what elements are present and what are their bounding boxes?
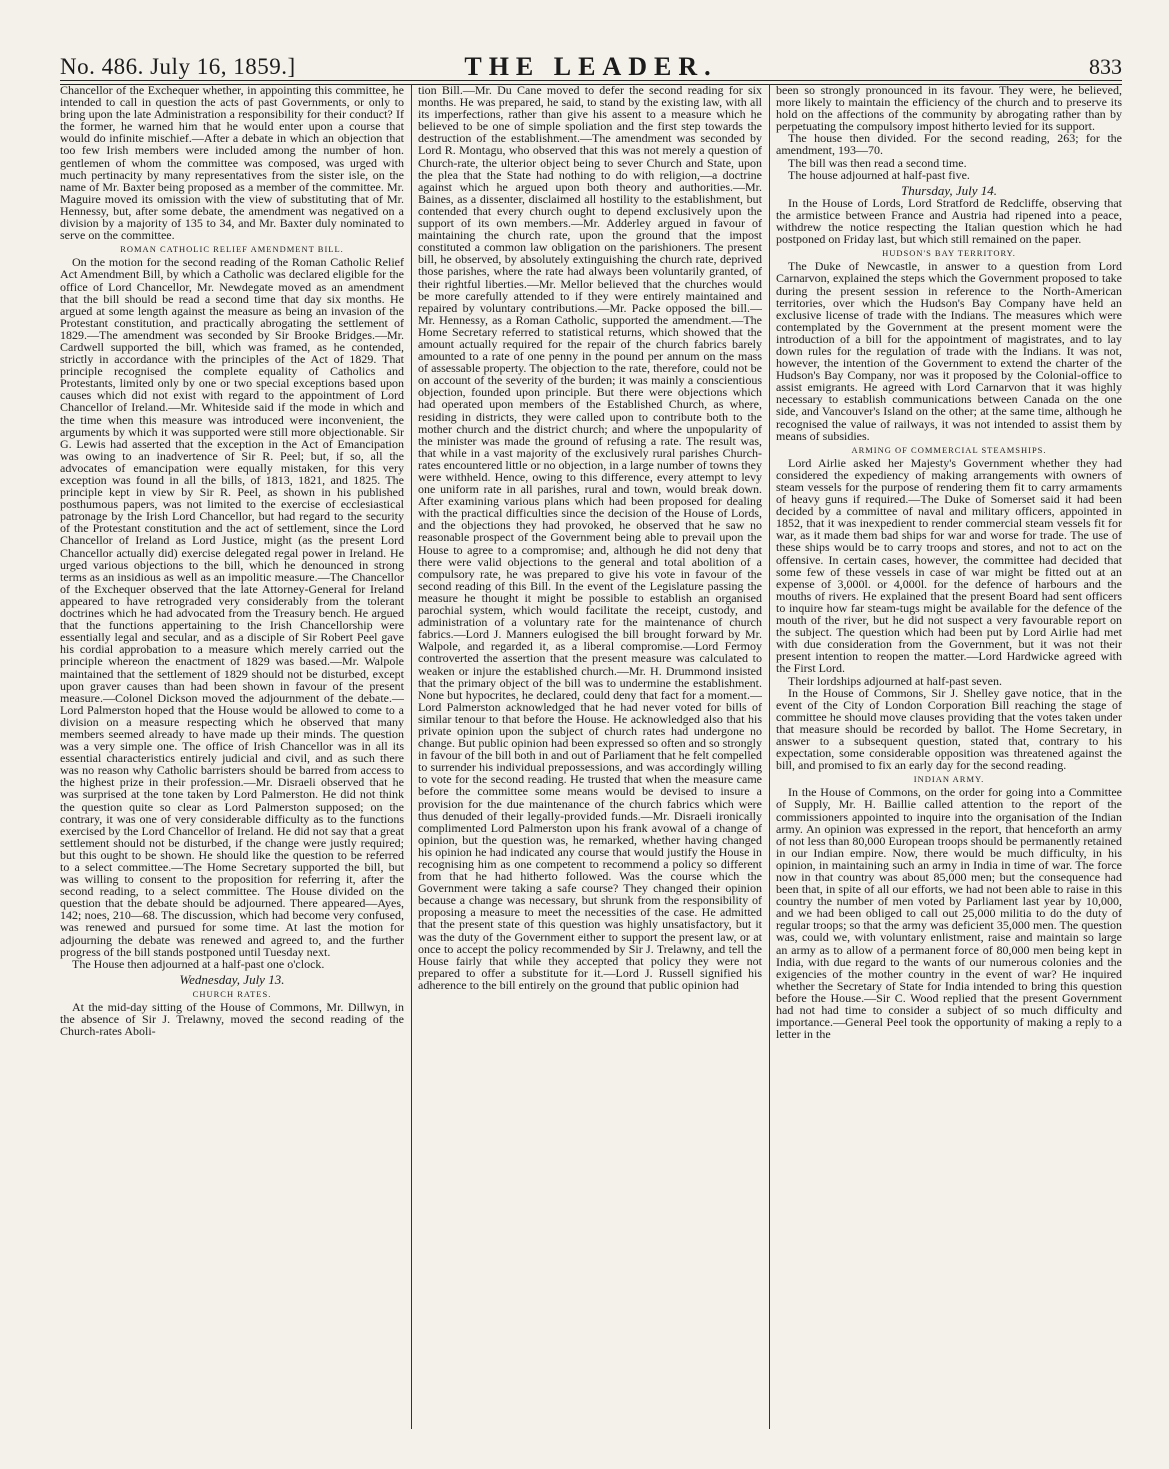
paragraph: Chancellor of the Exchequer whether, in appointing this committee, he intended to call in question the acts of past Governments, or only to bring upon the late Administration a responsibility for their conduct? If the former, he warned him that he would enter upon a course that would do infinite mischief.—After a debate in which an objection that too few Irish members were included among the number of hon. gentlemen of whom the committee was composed, was urged with much pertinacity by many representatives from the sister isle, on the name of Mr. Baxter being proposed as a member of the committee. Mr. Maguire moved its omission with the view of substituting that of Mr. Hennessy, but, after some debate, the amendment was negatived on a division by a majority of 135 to 34, and Mr. Baxter duly nominated to serve on the committee. <box>60 84 404 243</box>
paragraph: On the motion for the second reading of the Roman Catholic Relief Act Amendment Bill, by which a Catholic was declared eligible for the office of Lord Chancellor, Mr. Newdegate moved as an amendment that the bill should be read a second time that day six months. He argued at some length against the measure as being an invasion of the Protestant constitution, and practically abrogating the settlement of 1829.—The amendment was seconded by Sir Brooke Bridges.—Mr. Cardwell supported the bill, which was framed, as he contended, strictly in accordance with the principles of the Act of 1829. That principle recognised the complete equality of Catholics and Protestants, limited only by one or two special exceptions based upon causes which did not exist with regard to the appointment of Lord Chancellor of Ireland.—Mr. Whiteside said if the mode in which and the time when this measure was introduced were inconvenient, the arguments by which it was supported were still more objectionable. Sir G. Lewis had asserted that the exception in the Act of Emancipation was owing to an inadvertence of Sir R. Peel; but, if so, all the advocates of emancipation were equally mistaken, for this very exception was found in all the bills, of 1813, 1821, and 1825. The principle kept in view by Sir R. Peel, as shown in his published posthumous papers, was not limited to the exercise of ecclesiastical patronage by the Irish Lord Chancellor, but had regard to the security of the Protestant constitution and the act of settlement, since the Lord Chancellor of Ireland as Lord Justice, might (as the present Lord Chancellor actually did) exercise delegated regal power in Ireland. He urged various objections to the bill, which he denounced in strong terms as an insidious as well as an impolitic measure.—The Chancellor of the Exchequer observed that the late Attorney-General for Ireland appeared to have retrograded very considerably from the tolerant doctrines which he had advocated from the Treasury bench. He argued that the functions appertaining to the Irish Chancellorship were essentially legal and secular, and as a disciple of Sir Robert Peel gave his cordial approbation to a measure which merely carried out the principle whereon the enactment of 1829 was based.—Mr. Walpole maintained that the settlement of 1829 should not be disturbed, except upon graver causes than had been shown in favour of the present measure.—Colonel Dickson moved the adjournment of the debate.—Lord Palmerston hoped that the House would be allowed to come to a division on a measure respecting which he observed that many members seemed already to have made up their minds. The question was a very simple one. The office of Irish Chancellor was in all its essential characteristics entirely judicial and civil, and as such there was no reason why Catholic barristers should be barred from access to the highest prize in their profession.—Mr. Disraeli observed that he was surprised at the tone taken by Lord Palmerston. He did not think the question quite so clear as Lord Palmerston supposed; on the contrary, it was one of very considerable difficulty as to the functions exercised by the Lord Chancellor of Ireland. He did not say that a great settlement should not be disturbed, if the change were justly required; but this ought to be shown. He should like the question to be referred to a select committee.—The Home Secretary supported the bill, but was willing to consent to the proposition for referring it, after the second reading, to a select committee. The House divided on the question that the debate should be adjourned. There appeared—Ayes, 142; noes, 210—68. The discussion, which had become very confused, was renewed and pursued for some time. At last the motion for adjourning the debate was renewed and agreed to, and the further progress of the bill stands postponed until Tuesday next. <box>60 255 404 959</box>
paragraph: The house adjourned at half-past five. <box>788 167 970 182</box>
section-heading: ARMING OF COMMERCIAL STEAMSHIPS. <box>851 444 1047 455</box>
paragraph: The Duke of Newcastle, in answer to a question from Lord Carnarvon, explained the steps which the Government proposed to take during the present session in reference to the North-American territories, over which the Hudson's Bay Company have held an exclusive license of trade with the Indians. The measures which were contemplated by the Government at the present moment were the introduction of a bill for the appointment of magistrates, and to lay down rules for the regulation of trade with the Indians. It was not, however, the intention of the Government to extend the charter of the Hudson's Bay Company, nor was it proposed by the Colonial-office to assist emigrants. He agreed with Lord Carnarvon that it was highly necessary to establish communications between Canada on the one side, and Vancouver's Island on the other; at the same time, although he recognised the value of railways, it was not intended to assist them by means of subsidies. <box>776 259 1122 443</box>
column-2 <box>418 84 762 1429</box>
page-number: 833 <box>1089 54 1122 79</box>
section-heading: CHURCH RATES. <box>192 988 272 999</box>
paragraph: In the House of Commons, Sir J. Shelley gave notice, that in the event of the City of London Corporation Bill reaching the stage of committee he should move clauses providing that the votes taken under that measure should be recorded by ballot. The Home Secretary, in answer to a subsequent question, stated that, contrary to his expectation, some considerable opposition was threatened against the bill, and promised to fix an early day for the second reading. <box>776 685 1122 773</box>
newspaper-title: THE LEADER. <box>464 52 718 81</box>
day-heading: Thursday, July 14. <box>900 182 998 198</box>
day-heading: Wednesday, July 13. <box>179 971 285 987</box>
paragraph: The house then divided. For the second reading, 263; for the amendment, 193—70. <box>776 131 1122 158</box>
paragraph: The bill was then read a second time. <box>788 155 967 170</box>
section-heading: HUDSON'S BAY TERRITORY. <box>882 248 1016 259</box>
column-1 <box>60 84 404 1429</box>
paragraph: In the House of Lords, Lord Stratford de Redcliffe, observing that the armistice between France and Austria had ripened into a peace, withdrew the notice respecting the Italian question which he had postponed on Friday last, but which still remained on the paper. <box>776 195 1122 247</box>
column-3 <box>776 84 1122 1429</box>
column-divider <box>411 84 412 1429</box>
paragraph: At the mid-day sitting of the House of Commons, Mr. Dillwyn, in the absence of Sir J. Trelawny, moved the second reading of the Church-rates Aboli- <box>60 1000 404 1039</box>
paragraph: The House then adjourned at a half-past one o'clock. <box>72 956 325 971</box>
paragraph: Their lordships adjourned at half-past seven. <box>788 673 1002 688</box>
masthead <box>60 48 1122 88</box>
section-heading: ROMAN CATHOLIC RELIEF AMENDMENT BILL. <box>120 244 344 255</box>
paragraph: Lord Airlie asked her Majesty's Government whether they had considered the expediency of making arrangements with owners of steam vessels for the purpose of rendering them fit to carry armaments of heavy guns if required.—The Duke of Somerset said it had been decided by a committee of naval and military officers, appointed in 1852, that it was inexpedient to render commercial steam vessels fit for war, as it made them bad ships for war and worse for trade. The use of these ships would be to carry troops and stores, and not to act on the offensive. In certain cases, however, the committee had decided that some few of these vessels in case of war might be fitted out at an expense of 3,000l. or 4,000l. for the defence of harbours and the mouths of rivers. He explained that the present Board had sent officers to inquire how far steam-tugs might be available for the defence of the mouth of the river, but he did not suspect a very favourable report on the subject. The question which had been put by Lord Airlie had met with due consideration from the Government, but it was not their present intention to reopen the matter.—Lord Hardwicke agreed with the First Lord. <box>776 455 1122 676</box>
paragraph: tion Bill.—Mr. Du Cane moved to defer the second reading for six months. He was prepared, he said, to stand by the existing law, with all its imperfections, rather than give his assent to a measure which he believed to be one of simple spoliation and the first step towards the destruction of the establishment.—The amendment was seconded by Lord R. Montagu, who observed that this was not merely a question of Church-rate, the ulterior object being to sever Church and State, upon the plea that the State had nothing to do with religion,—a doctrine against which he argued upon both theory and authorities.—Mr. Baines, as a dissenter, disclaimed all hostility to the establishment, but contended that every church ought to depend exclusively upon the support of its own members.—Mr. Adderley argued in favour of maintaining the church rate, upon the ground that the impost constituted a common law obligation on the parishioners. The present bill, he observed, by absolutely extinguishing the church rate, deprived those parishes, where the rate had always been voluntarily granted, of their rightful liberties.—Mr. Mellor believed that the churches would be more carefully attended to if they were entirely maintained and repaired by voluntary contributions.—Mr. Packe opposed the bill.—Mr. Hennessy, as a Roman Catholic, supported the amendment.—The Home Secretary referred to statistical returns, which showed that the amount actually required for the repair of the church fabrics barely amounted to a rate of one penny in the pound per annum on the mass of assessable property. The objection to the rate, therefore, could not be on account of the severity of the burden; it was mainly a conscientious objection, founded upon principle. But there were objections which had operated upon members of the Established Church, as where, residing in districts, they were called upon to contribute both to the mother church and the district church; and where the unpopularity of the minister was made the ground of refusing a rate. The result was, that while in a vast majority of the exclusively rural parishes Church-rates encountered little or no objection, in a large number of towns they were withheld. Hence, owing to this difference, every attempt to levy one uniform rate in all parishes, rural and town, would break down. After examining various plans which had been proposed for dealing with the practical difficulties since the decision of the House of Lords, and the objections they had provoked, he observed that he saw no reasonable prospect of the Government being able to prevail upon the House to agree to a compromise; and, although he did not deny that there were valid objections to the general and total abolition of a compulsory rate, he was prepared to give his vote in favour of the second reading of this Bill. In the event of the Legislature passing the measure he thought it might be possible to establish an organised parochial system, which would facilitate the receipt, custody, and administration of a voluntary rate for the maintenance of church fabrics.—Lord J. Manners eulogised the bill brought forward by Mr. Walpole, and regarded it, as a liberal compromise.—Lord Fermoy controverted the assertion that the present measure was calculated to weaken or injure the established church.—Mr. H. Drummond insisted that the primary object of the bill was to undermine the establishment. None but hypocrites, he declared, could deny that fact for a moment.—Lord Palmerston acknowledged that he had never voted for bills of similar tenour to that before the House. He acknowledged also that his private opinion upon the subject of church rates had undergone no change. But public opinion had been expressed so often and so strongly in favour of the bill both in and out of Parliament that he felt compelled to surrender his individual prepossessions, and was accordingly willing to vote for the second reading. He trusted that when the measure came before the committee some means would be devised to insure a provision for the due maintenance of the church fabrics which were thus denuded of their legally-provided funds.—Mr. Disraeli ironically complimented Lord Palmerston upon his frank avowal of a change of opinion, but the question was, he remarked, whether having changed his opinion he had indicated any course that would justify the House in recognising him as one competent to recommend a policy so different from that he had hitherto followed. Was the course which the Government were taking a safe course? They changed their opinion because a change was necessary, but shrunk from the responsibility of proposing a measure to meet the necessities of the case. He admitted that the present state of this question was highly unsatisfactory, but it was the duty of the Government either to support the present law, or at once to accept the policy recommended by Sir J. Trelawny, and tell the House fairly that while they accepted that policy they were not prepared to offer a substitute for it.—Lord J. Russell signified his adherence to the bill entirely on the ground that public opinion had <box>418 84 762 992</box>
paragraph: been so strongly pronounced in its favour. They were, he believed, more likely to maintain the efficiency of the church and to preserve its hold on the affections of the community by abrogating rather than by perpetuating the compulsory impost hitherto levied for its support. <box>776 84 1122 134</box>
header-rule <box>60 80 1122 81</box>
paragraph: In the House of Commons, on the order for going into a Committee of Supply, Mr. H. Baillie called attention to the report of the commissioners appointed to inquire into the organisation of the Indian army. An opinion was expressed in the report, that henceforth an army of not less than 80,000 European troops should be permanently retained in our Indian empire. Now, there would be much difficulty, in his opinion, in maintaining such an army in India in time of war. The force now in that country was about 85,000 men; but the consequence had been that, in spite of all our efforts, we had not been able to raise in this country the number of men voted by Parliament last year by 10,000, and we had been obliged to call out 25,000 militia to do the duty of regular troops; so that the army was deficient 35,000 men. The question was, could we, with voluntary enlistment, raise and maintain so large an army as to allow of a permanent force of 80,000 men being kept in India, with due regard to the wants of our numerous colonies and the exigencies of the mother country in the event of war? He inquired whether the Secretary of State for India intended to bring this question before the House.—Sir C. Wood replied that the present Government had not had time to consider a subject of so much difficulty and importance.—General Peel took the opportunity of making a reply to a letter in the <box>776 785 1122 1042</box>
column-divider <box>769 84 770 1429</box>
issue-date: No. 486. July 16, 1859.] <box>60 54 296 79</box>
section-heading: INDIAN ARMY. <box>913 774 985 785</box>
